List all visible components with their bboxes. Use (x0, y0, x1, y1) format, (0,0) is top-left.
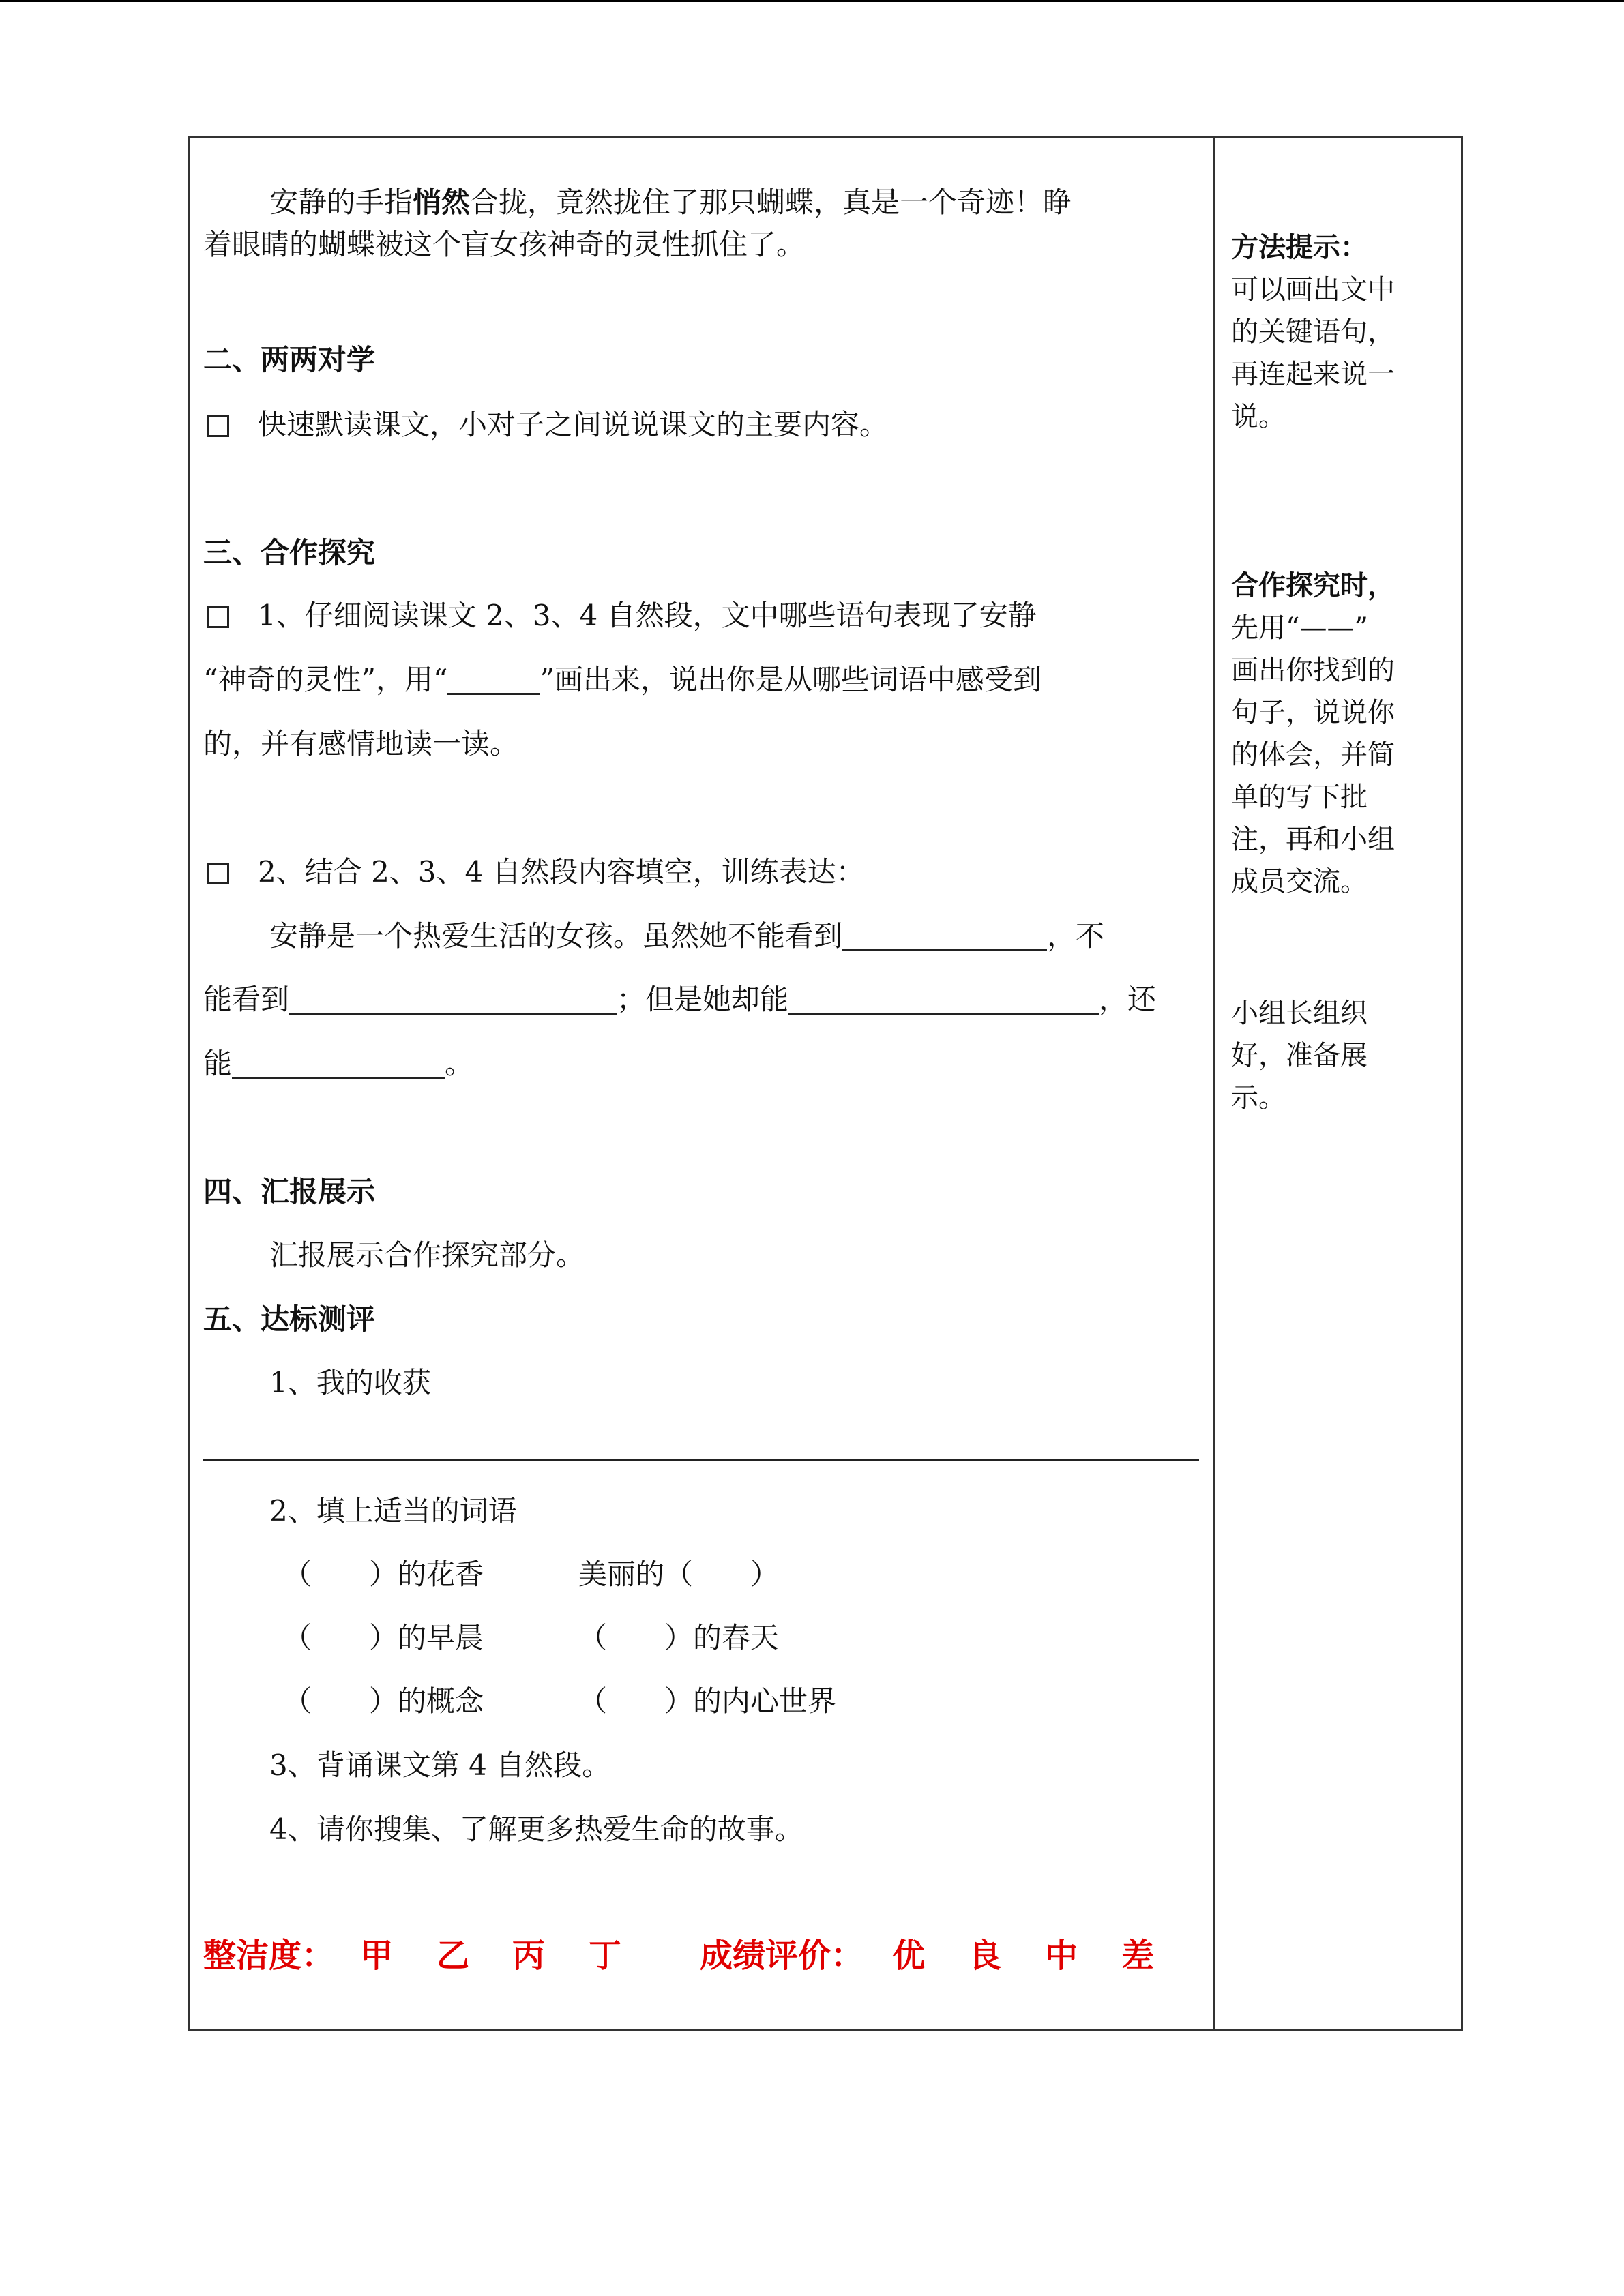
section-2-task: 快速默读课文，小对子之间说说课文的主要内容。 (207, 406, 888, 444)
coop-tip-line: 单的写下批 (1231, 781, 1368, 813)
fill-blank-3[interactable] (788, 985, 1099, 1015)
method-tip-line: 的关键语句， (1231, 316, 1395, 348)
intro-line-1: 安静的手指悄然合拢，竟然拢住了那只蝴蝶，真是一个奇迹！睁 (269, 185, 1072, 219)
section-2-heading: 二、两两对学 (203, 343, 376, 376)
fill-blank-1[interactable] (842, 922, 1047, 951)
leader-tip-line: 小组长组织 (1231, 998, 1368, 1029)
section-4-text: 汇报展示合作探究部分。 (269, 1238, 585, 1272)
coop-tip-line: 注，再和小组 (1231, 824, 1395, 855)
underline-blank (447, 666, 540, 695)
section-3-q1-line-2: “神奇的灵性”，用“ ”画出来，说出你是从哪些词语中感受到 (203, 663, 1042, 696)
grade-label: 成绩评价： (700, 1937, 864, 1975)
checkbox[interactable] (207, 863, 229, 884)
coop-tip-heading: 合作探究时， (1231, 569, 1395, 601)
fill-line-3: 能 。 (203, 1047, 474, 1080)
fill-line-2: 能看到 ；但是她却能 ，还 (203, 983, 1157, 1016)
top-border-line (0, 0, 1624, 2)
worksheet-table (188, 136, 1463, 2031)
leader-tip-line: 好，准备展 (1231, 1040, 1368, 1071)
word-pair-2-right: （ ）的春天 (578, 1621, 780, 1654)
section-4-heading: 四、汇报展示 (203, 1175, 376, 1208)
neatness-option: 乙 (437, 1937, 470, 1975)
recite-task: 3、背诵课文第 4 自然段。 (269, 1748, 611, 1782)
neatness-option: 丁 (589, 1937, 622, 1975)
word-pair-2-left: （ ）的早晨 (283, 1621, 484, 1654)
section-3-q1-line-3: 的，并有感情地读一读。 (203, 727, 519, 760)
method-tip-line: 再连起来说一 (1231, 359, 1395, 390)
sidebar-hints (1215, 138, 1461, 2029)
main-column (190, 138, 1213, 2029)
word-pair-3-left: （ ）的概念 (283, 1684, 484, 1718)
fill-blank-4[interactable] (232, 1049, 445, 1079)
word-pair-3-right: （ ）的内心世界 (578, 1684, 837, 1718)
section-5-heading: 五、达标测评 (203, 1302, 376, 1336)
section-3-q2: 2、结合 2、3、4 自然段内容填空，训练表达： (207, 853, 865, 891)
neatness-label: 整洁度： (203, 1937, 335, 1975)
coop-tip-line: 画出你找到的 (1231, 655, 1395, 686)
grade-option: 差 (1121, 1937, 1155, 1975)
grade-option: 中 (1045, 1937, 1078, 1975)
neatness-option: 甲 (360, 1937, 394, 1975)
method-tip-heading: 方法提示： (1231, 231, 1368, 263)
section-3-heading: 三、合作探究 (203, 536, 376, 569)
coop-tip-line: 的体会，并简 (1231, 739, 1395, 771)
grade-option: 优 (892, 1937, 926, 1975)
fill-line-1: 安静是一个热爱生活的女孩。虽然她不能看到 ，不 (269, 919, 1105, 953)
checkbox[interactable] (207, 606, 229, 628)
collect-stories-task: 4、请你搜集、了解更多热爱生命的故事。 (269, 1813, 803, 1846)
coop-tip-line: 先用“——” (1231, 612, 1368, 644)
answer-line (203, 1459, 1199, 1461)
fill-words-label: 2、填上适当的词语 (269, 1494, 517, 1527)
leader-tip-line: 示。 (1231, 1082, 1286, 1114)
coop-tip-line: 句子，说说你 (1231, 697, 1395, 728)
checkbox[interactable] (207, 415, 229, 437)
method-tip-line: 可以画出文中 (1231, 274, 1395, 305)
intro-line-2: 着眼睛的蝴蝶被这个盲女孩神奇的灵性抓住了。 (203, 228, 806, 261)
word-pair-1-right: 美丽的（ ） (578, 1557, 780, 1591)
method-tip-line: 说。 (1231, 401, 1286, 432)
grade-option: 良 (969, 1937, 1002, 1975)
section-3-q1-line-1: 1、仔细阅读课文 2、3、4 自然段，文中哪些语句表现了安静 (207, 597, 1037, 635)
word-pair-1-left: （ ）的花香 (283, 1557, 484, 1591)
neatness-option: 丙 (512, 1937, 546, 1975)
coop-tip-line: 成员交流。 (1231, 866, 1368, 897)
harvest-label: 1、我的收获 (269, 1366, 431, 1399)
fill-blank-2[interactable] (289, 985, 617, 1015)
